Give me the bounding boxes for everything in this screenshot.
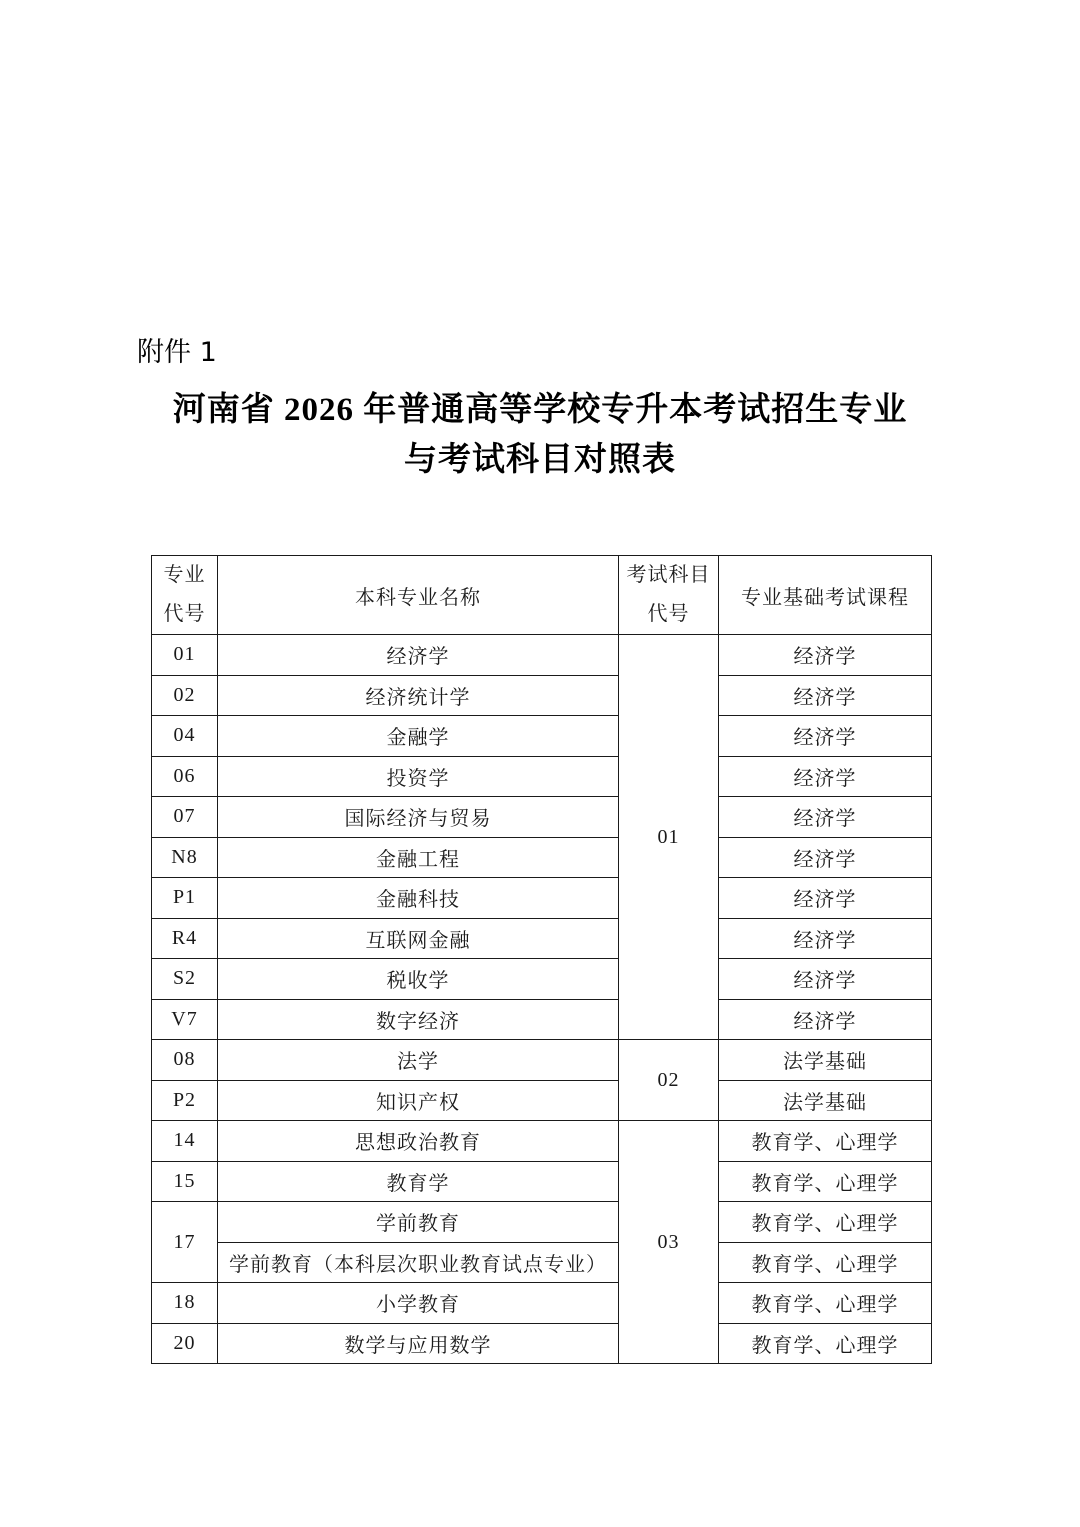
table-row bbox=[152, 756, 932, 797]
course-cell: 经济学 bbox=[719, 959, 932, 1000]
major-name-cell: 国际经济与贸易 bbox=[218, 797, 619, 838]
table-row bbox=[152, 1283, 932, 1324]
major-name-cell: 小学教育 bbox=[218, 1283, 619, 1324]
header-major-code-line2: 代号 bbox=[163, 603, 206, 625]
major-name-cell: 经济学 bbox=[218, 635, 619, 676]
page-title bbox=[0, 385, 1080, 485]
header-exam-code-line2: 代号 bbox=[647, 603, 690, 625]
table-row bbox=[152, 797, 932, 838]
table-row bbox=[152, 1202, 932, 1243]
major-code-cell: 18 bbox=[152, 1283, 218, 1324]
course-cell: 教育学、心理学 bbox=[719, 1161, 932, 1202]
major-code-cell: 20 bbox=[152, 1323, 218, 1364]
course-cell: 经济学 bbox=[719, 999, 932, 1040]
table-row bbox=[152, 1080, 932, 1121]
major-code-cell: 01 bbox=[152, 635, 218, 676]
table-row bbox=[152, 1040, 932, 1081]
table-row bbox=[152, 1121, 932, 1162]
table-header-row bbox=[152, 556, 932, 635]
table-row bbox=[152, 675, 932, 716]
course-cell: 经济学 bbox=[719, 635, 932, 676]
table-row bbox=[152, 837, 932, 878]
major-code-cell: 14 bbox=[152, 1121, 218, 1162]
course-cell: 经济学 bbox=[719, 756, 932, 797]
header-course: 专业基础考试课程 bbox=[719, 556, 932, 635]
course-cell: 经济学 bbox=[719, 675, 932, 716]
major-name-cell: 金融学 bbox=[218, 716, 619, 757]
table-row bbox=[152, 1323, 932, 1364]
table-row bbox=[152, 959, 932, 1000]
table-row bbox=[152, 1242, 932, 1283]
major-name-cell: 学前教育 bbox=[218, 1202, 619, 1243]
major-code-cell: P2 bbox=[152, 1080, 218, 1121]
course-cell: 法学基础 bbox=[719, 1080, 932, 1121]
major-code-cell: 06 bbox=[152, 756, 218, 797]
table-row bbox=[152, 1161, 932, 1202]
major-name-cell: 金融工程 bbox=[218, 837, 619, 878]
attachment-label: 附件 1 bbox=[137, 337, 217, 368]
course-cell: 教育学、心理学 bbox=[719, 1202, 932, 1243]
major-name-cell: 数学与应用数学 bbox=[218, 1323, 619, 1364]
major-name-cell: 投资学 bbox=[218, 756, 619, 797]
course-cell: 经济学 bbox=[719, 878, 932, 919]
major-code-cell: 15 bbox=[152, 1161, 218, 1202]
course-cell: 经济学 bbox=[719, 918, 932, 959]
major-code-cell: V7 bbox=[152, 999, 218, 1040]
header-major-code bbox=[152, 556, 218, 635]
major-name-cell: 金融科技 bbox=[218, 878, 619, 919]
exam-code-cell: 01 bbox=[619, 635, 719, 1040]
table-row bbox=[152, 999, 932, 1040]
table-row bbox=[152, 635, 932, 676]
major-code-cell: 04 bbox=[152, 716, 218, 757]
major-subject-table bbox=[151, 555, 932, 1364]
table-row bbox=[152, 878, 932, 919]
header-major-code-line1: 专业 bbox=[163, 564, 206, 586]
header-exam-code-line1: 考试科目 bbox=[626, 564, 711, 586]
exam-code-cell: 02 bbox=[619, 1040, 719, 1121]
header-exam-code bbox=[619, 556, 719, 635]
major-code-cell: 02 bbox=[152, 675, 218, 716]
major-code-cell: N8 bbox=[152, 837, 218, 878]
course-cell: 教育学、心理学 bbox=[719, 1242, 932, 1283]
course-cell: 经济学 bbox=[719, 797, 932, 838]
major-name-cell: 互联网金融 bbox=[218, 918, 619, 959]
course-cell: 教育学、心理学 bbox=[719, 1323, 932, 1364]
page-title-line1: 河南省 2026 年普通高等学校专升本考试招生专业 bbox=[172, 392, 908, 428]
major-code-cell: S2 bbox=[152, 959, 218, 1000]
major-name-cell: 经济统计学 bbox=[218, 675, 619, 716]
course-cell: 法学基础 bbox=[719, 1040, 932, 1081]
major-code-cell: 08 bbox=[152, 1040, 218, 1081]
major-code-cell: P1 bbox=[152, 878, 218, 919]
table-row bbox=[152, 716, 932, 757]
course-cell: 经济学 bbox=[719, 716, 932, 757]
page-title-line2: 与考试科目对照表 bbox=[404, 442, 676, 478]
course-cell: 经济学 bbox=[719, 837, 932, 878]
major-name-cell: 知识产权 bbox=[218, 1080, 619, 1121]
major-name-cell: 教育学 bbox=[218, 1161, 619, 1202]
exam-code-cell: 03 bbox=[619, 1121, 719, 1364]
major-code-cell: R4 bbox=[152, 918, 218, 959]
major-name-cell: 学前教育（本科层次职业教育试点专业） bbox=[218, 1242, 619, 1283]
major-name-cell: 税收学 bbox=[218, 959, 619, 1000]
header-major-name: 本科专业名称 bbox=[218, 556, 619, 635]
course-cell: 教育学、心理学 bbox=[719, 1283, 932, 1324]
major-name-cell: 思想政治教育 bbox=[218, 1121, 619, 1162]
major-code-cell: 17 bbox=[152, 1202, 218, 1283]
table-row bbox=[152, 918, 932, 959]
major-name-cell: 法学 bbox=[218, 1040, 619, 1081]
course-cell: 教育学、心理学 bbox=[719, 1121, 932, 1162]
major-code-cell: 07 bbox=[152, 797, 218, 838]
major-name-cell: 数字经济 bbox=[218, 999, 619, 1040]
